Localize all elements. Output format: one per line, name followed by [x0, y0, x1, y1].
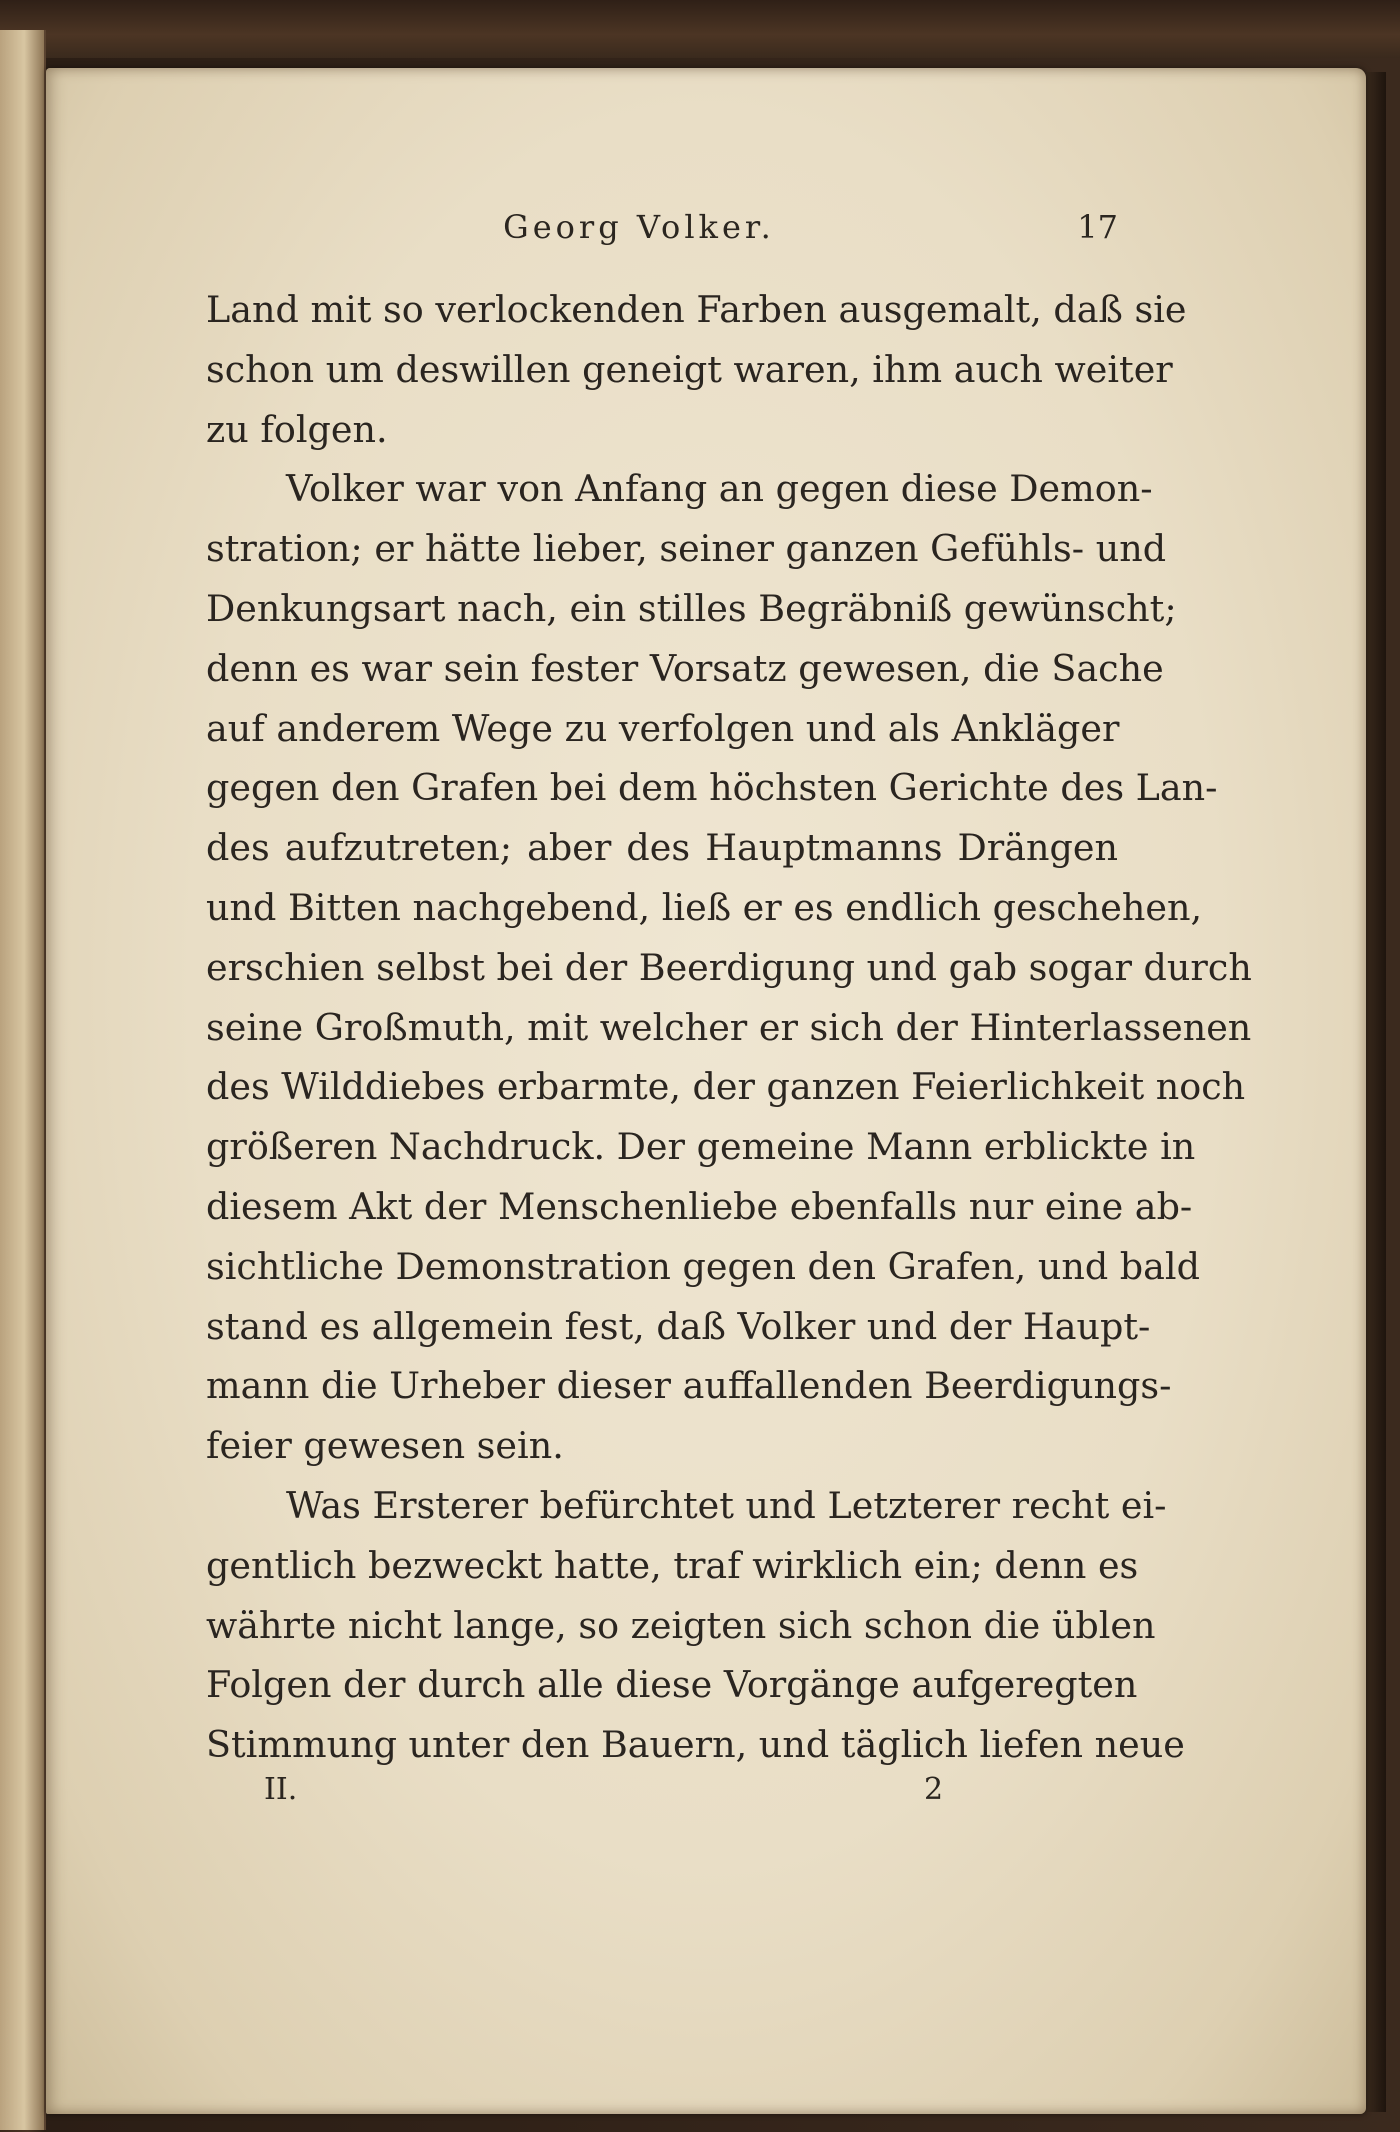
text-line: denn es war sein fester Vorsatz gewesen, die Sache — [206, 646, 1164, 690]
text-line: diesem Akt der Menschenliebe ebenfalls nur eine ab- — [206, 1184, 1193, 1228]
text-line: Was Ersterer befürchtet und Letzterer recht ei- — [286, 1483, 1167, 1527]
text-line: Land mit so verlockenden Farben ausgemalt, daß sie — [206, 288, 1187, 331]
text-line: erschien selbst bei der Beerdigung und gab sogar durch — [206, 945, 1252, 989]
text-line: und Bitten nachgebend, ließ er es endlich geschehen, — [206, 885, 1203, 929]
text-line: zu folgen. — [206, 407, 388, 451]
body-text — [206, 280, 1252, 1775]
text-line: seine Großmuth, mit welcher er sich der Hinterlassenen — [206, 1005, 1252, 1049]
text-line: des aufzutreten; aber des Hauptmanns Drängen — [206, 826, 1118, 870]
page-number: 17 — [1077, 208, 1118, 246]
cover-edge — [1366, 72, 1386, 2112]
text-line: gegen den Grafen bei dem höchsten Gerichte des Lan- — [206, 766, 1218, 810]
text-line: Folgen der durch alle diese Vorgänge aufgeregten — [206, 1663, 1138, 1707]
text-line: Denkungsart nach, ein stilles Begräbniß gewünscht; — [206, 586, 1177, 630]
text-line: des Wilddiebes erbarmte, der ganzen Feierlichkeit noch — [206, 1065, 1246, 1109]
signature-mark: II. — [264, 1772, 298, 1807]
signature-number: 2 — [924, 1772, 944, 1807]
text-line: währte nicht lange, so zeigten sich schon die üblen — [206, 1603, 1156, 1647]
facing-page-edge — [0, 30, 46, 2130]
text-line: größeren Nachdruck. Der gemeine Mann erblickte in — [206, 1125, 1196, 1169]
text-line: schon um deswillen geneigt waren, ihm auch weiter — [206, 347, 1173, 391]
text-line: auf anderem Wege zu verfolgen und als Ankläger — [206, 706, 1120, 750]
text-line: sichtliche Demonstration gegen den Grafen, und bald — [206, 1244, 1200, 1288]
text-line: stration; er hätte lieber, seiner ganzen Gefühls- und — [206, 527, 1167, 571]
text-line: Volker war von Anfang an gegen diese Demon- — [286, 467, 1153, 511]
text-line: Stimmung unter den Bauern, und täglich liefen neue — [206, 1723, 1185, 1767]
book-top-edge — [0, 0, 1400, 58]
text-line: gentlich bezweckt hatte, traf wirklich ein; denn es — [206, 1543, 1139, 1587]
page-header — [160, 208, 1118, 262]
text-line: feier gewesen sein. — [206, 1424, 564, 1468]
text-line: mann die Urheber dieser auffallenden Beerdigungs- — [206, 1364, 1172, 1408]
text-line: stand es allgemein fest, daß Volker und der Haupt- — [206, 1304, 1151, 1348]
running-head: Georg Volker. — [503, 208, 775, 246]
